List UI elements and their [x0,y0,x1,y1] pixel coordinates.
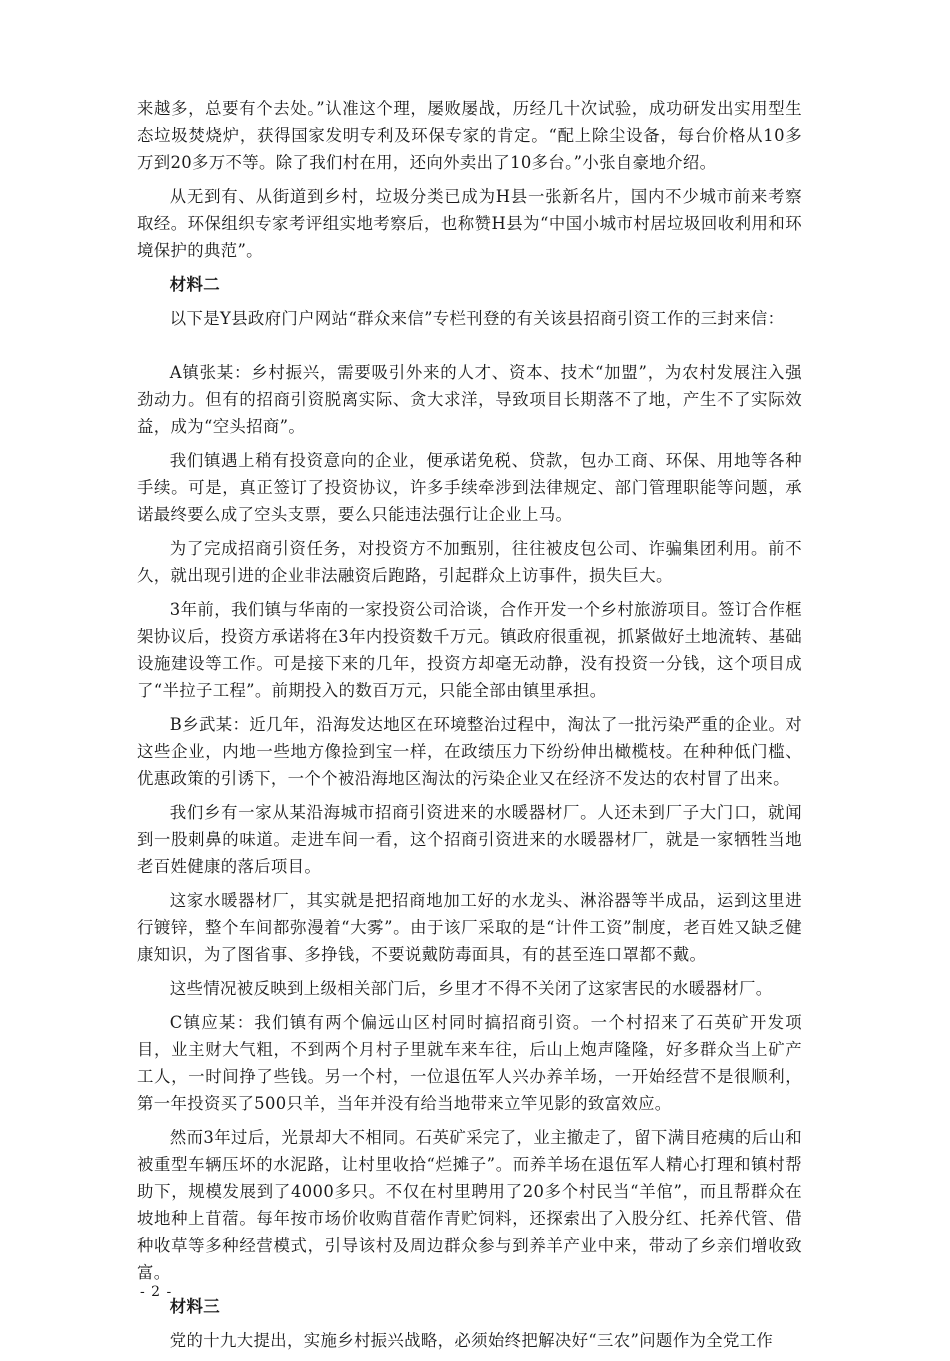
section-heading-material-three: 材料三 [169,1297,221,1316]
paragraph-material-three-start: 党的十九大提出，实施乡村振兴战略，必须始终把解决好“三农”问题作为全党工作 [169,1331,774,1350]
paragraph-letter-c: C镇应某：我们镇有两个偏远山区村同时搞招商引资。一个村招来了石英矿开发项目，业主财大气粗，不到两个月村子里就车来车往，后山上炮声隆隆，好多群众当上矿产工人，一时间挣了些钱。另一个村，一位退伍军人兴办养羊场，一开始经营不是很顺利，第一年投资买了500只羊，当年并没有给当地带来立竿见影的致富效应。 [137,1013,802,1113]
section-heading-material-two: 材料二 [169,275,221,294]
paragraph-letters-intro: 以下是Y县政府门户网站“群众来信”专栏刊登的有关该县招商引资工作的三封来信： [169,309,785,328]
paragraph-continuation: 来越多，总要有个去处。”认准这个理，屡败屡战，历经几十次试验，成功研发出实用型生态垃圾焚烧炉，获得国家发明专利及环保专家的肯定。“配上除尘设备，每台价格从10多万到20多万不等。除了我们村在用，还向外卖出了10多台。”小张自豪地介绍。 [137,99,802,172]
paragraph-letter-a-4: 3年前，我们镇与华南的一家投资公司洽谈，合作开发一个乡村旅游项目。签订合作框架协议后，投资方承诺将在3年内投资数千万元。镇政府很重视，抓紧做好土地流转、基础设施建设等工作。可是接下来的几年，投资方却毫无动静，没有投资一分钱，这个项目成了“半拉子工程”。前期投入的数百万元，只能全部由镇里承担。 [137,600,802,700]
page-number: - 2 - [140,1284,173,1300]
paragraph-letter-b: B乡武某：近几年，沿海发达地区在环境整治过程中，淘汰了一批污染严重的企业。对这些企业，内地一些地方像捡到宝一样，在政绩压力下纷纷伸出橄榄枝。在种种低门槛、优惠政策的引诱下，一个个被沿海地区淘汰的污染企业又在经济不发达的农村冒了出来。 [137,715,802,788]
paragraph-letter-b-4: 这些情况被反映到上级相关部门后，乡里才不得不关闭了这家害民的水暖器材厂。 [169,979,773,998]
paragraph-letter-b-2: 我们乡有一家从某沿海城市招商引资进来的水暖器材厂。人还未到厂子大门口，就闻到一股刺鼻的味道。走进车间一看，这个招商引资进来的水暖器材厂，就是一家牺牲当地老百姓健康的落后项目。 [137,803,802,876]
paragraph-h-county-summary: 从无到有、从街道到乡村，垃圾分类已成为H县一张新名片，国内不少城市前来考察取经。环保组织专家考评组实地考察后，也称赞H县为“中国小城市村居垃圾回收利用和环境保护的典范”。 [137,187,802,260]
paragraph-letter-a: A镇张某：乡村振兴，需要吸引外来的人才、资本、技术“加盟”，为农村发展注入强劲动力。但有的招商引资脱离实际、贪大求洋，导致项目长期落不了地，产生不了实际效益，成为“空头招商”。 [137,363,802,436]
paragraph-letter-c-2: 然而3年过后，光景却大不相同。石英矿采完了，业主撤走了，留下满目疮痍的后山和被重型车辆压坏的水泥路，让村里收拾“烂摊子”。而养羊场在退伍军人精心打理和镇村帮助下，规模发展到了4000多只。不仅在村里聘用了20多个村民当“羊倌”，而且帮群众在坡地种上苜蓿。每年按市场价收购苜蓿作青贮饲料，还探索出了入股分红、托养代管、借种收草等多种经营模式，引导该村及周边群众参与到养羊产业中来，带动了乡亲们增收致富。 [137,1128,802,1282]
document-body [137,95,802,1361]
paragraph-letter-b-3: 这家水暖器材厂，其实就是把招商地加工好的水龙头、淋浴器等半成品，运到这里进行镀锌，整个车间都弥漫着“大雾”。由于该厂采取的是“计件工资”制度，老百姓又缺乏健康知识，为了图省事、多挣钱，不要说戴防毒面具，有的甚至连口罩都不戴。 [137,891,802,964]
paragraph-letter-a-3: 为了完成招商引资任务，对投资方不加甄别，往往被皮包公司、诈骗集团利用。前不久，就出现引进的企业非法融资后跑路，引起群众上访事件，损失巨大。 [137,539,802,585]
paragraph-letter-a-2: 我们镇遇上稍有投资意向的企业，便承诺免税、贷款，包办工商、环保、用地等各种手续。可是，真正签订了投资协议，许多手续牵涉到法律规定、部门管理职能等问题，承诺最终要么成了空头支票，要么只能违法强行让企业上马。 [137,451,802,524]
